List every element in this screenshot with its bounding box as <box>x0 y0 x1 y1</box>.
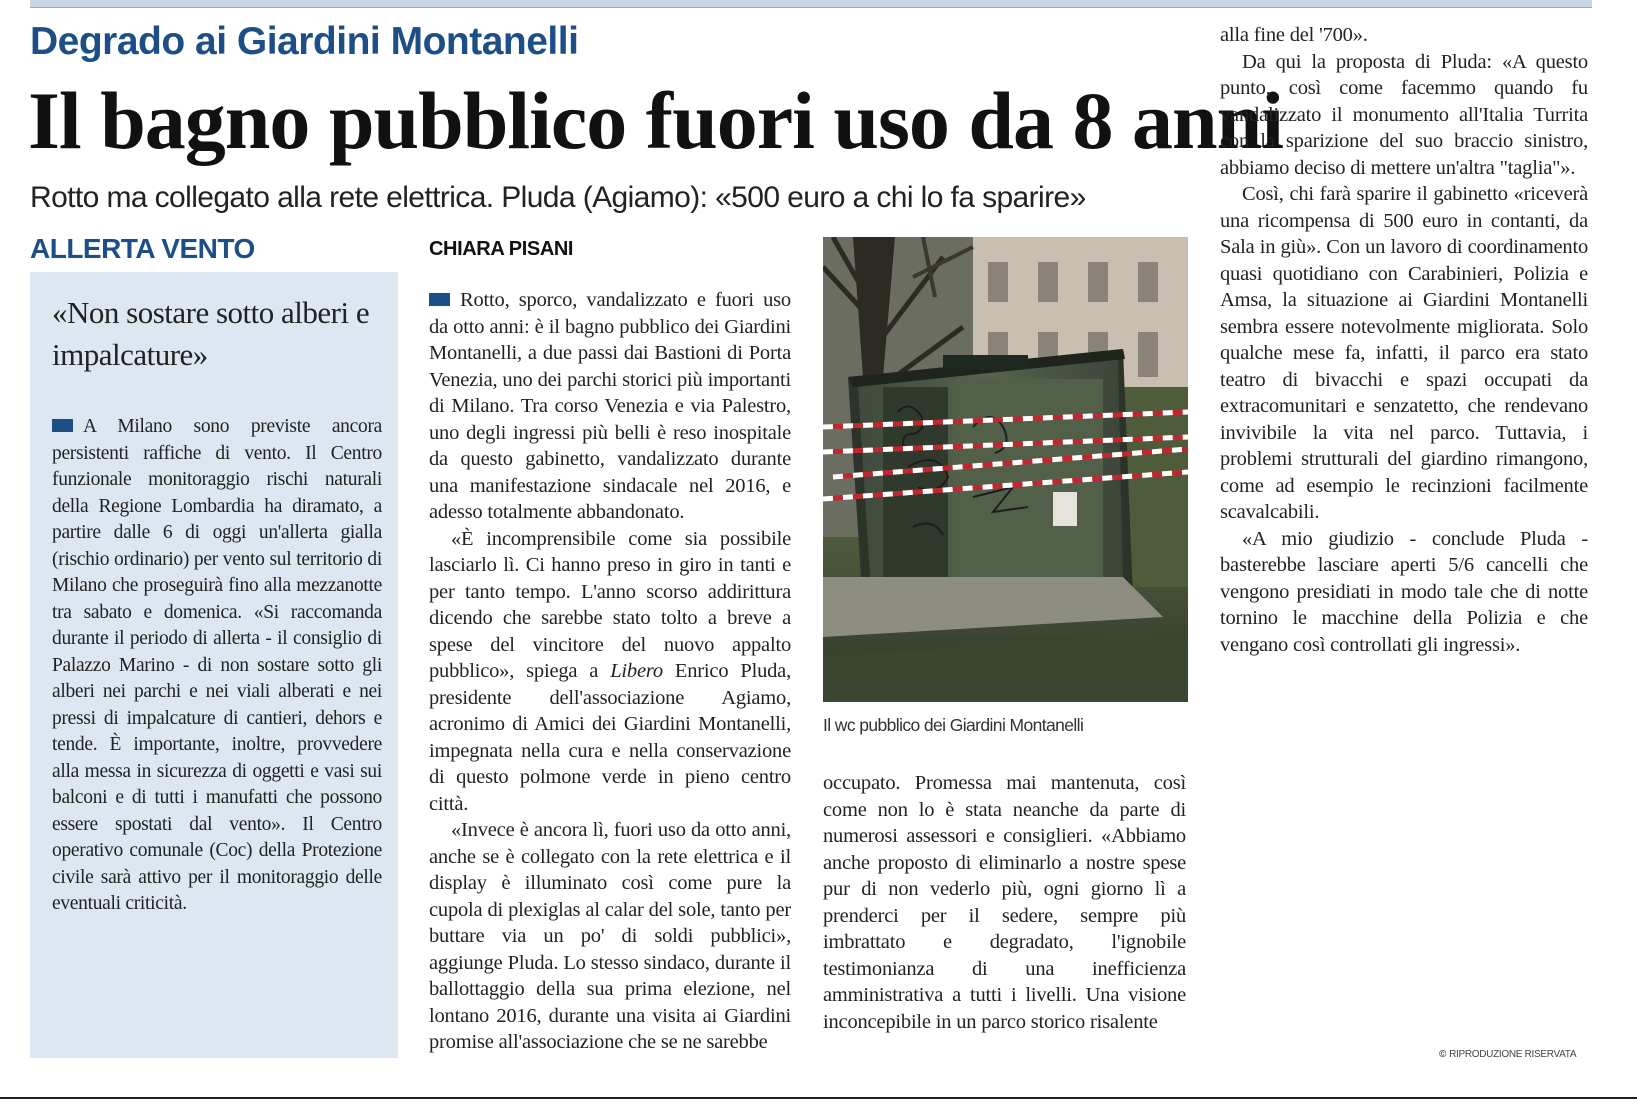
section-square-icon <box>429 293 450 306</box>
article-column-1 <box>429 287 791 1056</box>
article-paragraph-2 <box>429 526 791 818</box>
top-rule <box>30 0 1592 8</box>
article-paragraph-6: «A mio giudizio - conclude Pluda - basterebbe lasciare aperti 5/6 cancelli che vengono presidiati in modo tale che di notte tornino le macchine della Polizia e che vengano così controllati gli ingressi». <box>1220 527 1588 656</box>
article-paragraph-5: Così, chi farà sparire il gabinetto «riceverà una ricompensa di 500 euro in contanti, da Sala in giù». Con un lavoro di coordinamento quasi quotidiano con Carabinieri, Polizia e Amsa, la situazione ai Giardini Montanelli sembra essere notevolmente migliorata. Solo qualche mese fa, infatti, il parco era stato teatro di bivacchi e spazi occupati da extracomunitari e senzatetto, che rendevano invivibile la vita nel parco. Tuttavia, i problemi strutturali del giardino rimangono, come ad esempio le recinzioni facilmente scavalcabili. <box>1220 183 1588 523</box>
copyright-text: RIPRODUZIONE RISERVATA <box>1449 1049 1577 1060</box>
article-paragraph-3: «Invece è ancora lì, fuori uso da otto anni, anche se è collegato con la rete elettrica e il display è illuminato così come pure la cupola di plexiglas al calar del sole, tanto per buttare via un po' di soldi pubblici», aggiunge Pluda. Lo stesso sindaco, durante il ballottaggio della sua prima elezione, nel lontano 2016, durante una visita ai Giardini promise all'associazione che se ne sarebbe <box>429 819 791 1053</box>
copyright-icon: © <box>1439 1049 1447 1060</box>
toilet-kiosk-image <box>823 237 1188 702</box>
kicker: Degrado ai Giardini Montanelli <box>30 20 579 63</box>
sidebar-body <box>52 414 382 918</box>
newspaper-name: Libero <box>610 660 663 682</box>
sidebar-label: ALLERTA VENTO <box>30 233 255 264</box>
article-paragraph-3-end: alla fine del '700». <box>1220 24 1368 46</box>
article-column-2 <box>823 770 1186 1035</box>
copyright-notice <box>1439 1049 1576 1060</box>
headline: Il bagno pubblico fuori uso da 8 anni <box>28 75 1283 166</box>
news-photo <box>823 237 1188 702</box>
subheadline: Rotto ma collegato alla rete elettrica. Pluda (Agiamo): «500 euro a chi lo fa sparire» <box>30 181 1086 214</box>
bottom-rule <box>0 1097 1637 1099</box>
article-paragraph-4: Da qui la proposta di Pluda: «A questo punto, così come facemmo quando fu vandalizzato il monumento all'Italia Turrita con la sparizione del suo braccio sinistro, abbiamo deciso di mettere un'altra "taglia"». <box>1220 50 1588 179</box>
section-square-icon <box>52 419 73 432</box>
photo-caption: Il wc pubblico dei Giardini Montanelli <box>823 715 1084 735</box>
article-paragraph-3-cont: occupato. Promessa mai mantenuta, così come non lo è stata neanche da parte di numerosi assessori e consiglieri. «Abbiamo anche proposto di eliminarlo a nostre spese pur di non vederlo più, ogni giorno lì a prenderci per il sedere, sempre più imbrattato e degradato, l'ignobile testimonianza di una inefficienza amministrativa a tutti i livelli. Una visione inconcepibile in un parco storico risalente <box>823 772 1186 1033</box>
byline: CHIARA PISANI <box>429 238 574 260</box>
article-paragraph-1: Rotto, sporco, vandalizzato e fuori uso da otto anni: è il bagno pubblico dei Giardini Montanelli, a due passi dai Bastioni di Porta Venezia, uno dei parchi storici più importanti di Milano. Tra corso Venezia e via Palestro, uno degli ingressi più belli è reso inospitale da questo gabinetto, vandalizzato durante una manifestazione sindacale nel 2016, e adesso totalmente abbandonato. <box>429 289 791 523</box>
sidebar-text: A Milano sono previste ancora persistenti raffiche di vento. Il Centro funzionale monitoraggio rischi naturali della Regione Lombardia ha diramato, a partire dalle 6 di oggi un'allerta gialla (rischio ordinario) per vento sul territorio di Milano che proseguirà fino alla mezzanotte tra sabato e domenica. «Si raccomanda durante il periodo di allerta - il consiglio di Palazzo Marino - di non sostare sotto gli alberi nei parchi e nei viali alberati e nei pressi di impalcature di cantieri, dehors e tende. È importante, inoltre, provvedere alla messa in sicurezza di oggetti e vasi sui balconi e di tutti i manufatti che possono essere spostati dal vento». Il Centro operativo comunale (Coc) della Protezione civile sarà attivo per il monitoraggio delle eventuali criticità. <box>52 416 382 914</box>
sidebar-quote: «Non sostare sotto alberi e impalcature» <box>52 295 370 372</box>
paragraph-2-text: «È incomprensibile come sia possibile lasciarlo lì. Ci hanno preso in giro in tanti e per tanto tempo. L'anno scorso addirittura dicendo che sarebbe stato tolto a breve a spese del vincitore del nuovo appalto pubblico», spiega a <box>429 527 791 682</box>
article-column-3 <box>1220 22 1588 658</box>
paragraph-2-text-end: Enrico Pluda, presidente dell'associazione Agiamo, acronimo di Amici dei Giardini Montanelli, impegnata nella cura e nella conservazione di questo polmone verde in pieno centro città. <box>429 660 791 815</box>
sidebar-box <box>30 272 398 1058</box>
